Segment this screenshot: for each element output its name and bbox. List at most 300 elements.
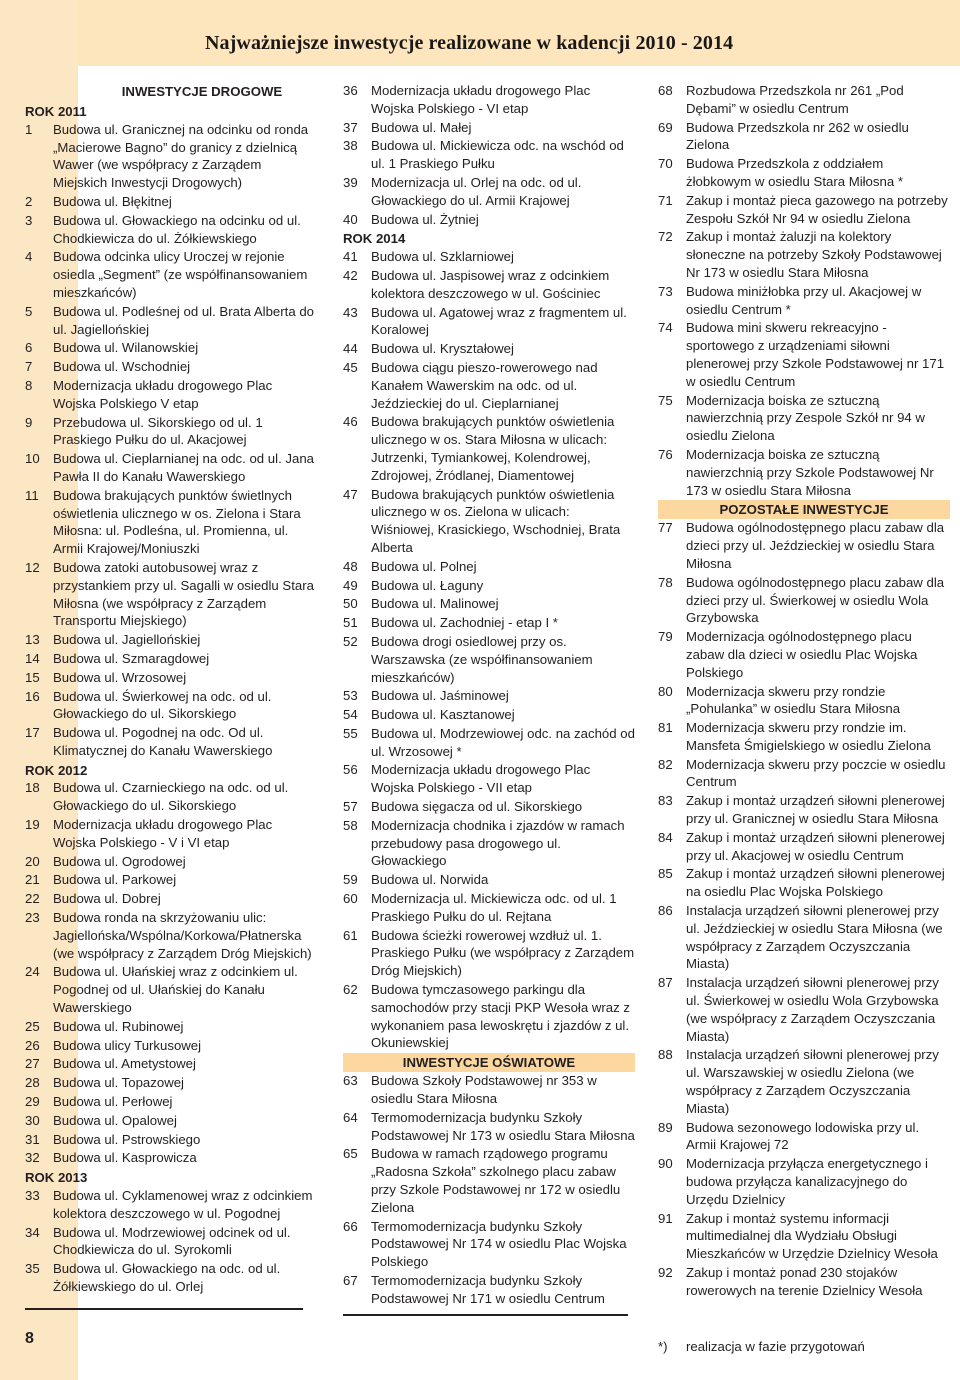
list-item xyxy=(658,1046,950,1117)
item-text: Modernizacja układu drogowego Plac Wojska Polskiego V etap xyxy=(53,377,273,411)
item-text: Budowa ul. Wschodniej xyxy=(53,359,191,375)
item-number: 67 xyxy=(343,1273,358,1288)
list-item xyxy=(25,1037,315,1055)
item-number: 17 xyxy=(25,725,40,741)
footnote xyxy=(658,1338,950,1356)
item-text: Budowa ul. Błękitnej xyxy=(53,193,172,209)
item-text: Budowa ulicy Turkusowej xyxy=(53,1037,202,1053)
item-number: 43 xyxy=(343,304,358,320)
item-number: 16 xyxy=(25,688,40,704)
item-text: Budowa tymczasowego parkingu dla samochodów przy stacji PKP Wesoła wraz z wykonaniem pasa lewoskrętu i zjazdów z ul. Okuniewskiej xyxy=(371,982,630,1051)
item-text: Budowa ul. Malinowej xyxy=(371,596,499,612)
item-text: Budowa ogólnodostępnego placu zabaw dla dzieci przy ul. Jeździeckiej w osiedlu Stara Miłosna xyxy=(686,520,945,571)
list-2011 xyxy=(25,121,315,760)
item-number: 33 xyxy=(25,1188,40,1204)
list-item xyxy=(343,577,635,595)
list-item xyxy=(343,981,635,1052)
list-item xyxy=(25,1074,315,1092)
item-text: Przebudowa ul. Sikorskiego od ul. 1 Praskiego Pułku do ul. Akacjowej xyxy=(53,414,263,448)
list-item xyxy=(658,974,950,1045)
list-item xyxy=(658,228,950,281)
item-number: 90 xyxy=(658,1156,673,1172)
list-item xyxy=(343,706,635,724)
item-number: 47 xyxy=(343,486,358,502)
item-number: 1 xyxy=(25,121,33,137)
item-number: 55 xyxy=(343,725,358,741)
item-text: Modernizacja skweru przy rondzie im. Mansfeta Śmigielskiego w osiedlu Zielona xyxy=(686,720,931,753)
item-text: Zakup i montaż żaluzji na kolektory słoneczne na potrzeby Szkoły Podstawowej Nr 173 w osiedlu Stara Miłosna xyxy=(686,229,942,280)
list-item xyxy=(343,211,635,229)
item-text: Modernizacja skweru przy poczcie w osiedlu Centrum xyxy=(686,756,946,790)
item-text: Budowa ul. Szmaragdowej xyxy=(53,650,210,666)
list-item xyxy=(25,1112,315,1130)
item-text: Zakup i montaż urządzeń siłowni plenerowej na osiedlu Plac Wojska Polskiego xyxy=(686,866,945,900)
item-number: 3 xyxy=(25,212,33,228)
item-number: 70 xyxy=(658,156,673,172)
list-item xyxy=(25,816,315,852)
list-item xyxy=(343,614,635,632)
item-text: Budowa ul. Opalowej xyxy=(53,1112,177,1128)
item-text: Budowa ul. Parkowej xyxy=(53,872,177,888)
item-number: 15 xyxy=(25,669,40,685)
item-number: 19 xyxy=(25,817,40,833)
list-item xyxy=(658,192,950,228)
list-item xyxy=(25,414,315,450)
footnote-mark: *) xyxy=(658,1338,668,1354)
item-number: 71 xyxy=(658,192,673,208)
list-item xyxy=(658,119,950,155)
list-item xyxy=(658,1210,950,1263)
item-number: 68 xyxy=(658,83,673,98)
item-number: 25 xyxy=(25,1018,40,1034)
item-text: Budowa ul. Kryształowej xyxy=(371,341,514,357)
item-number: 74 xyxy=(658,320,673,336)
item-text: Budowa ul. Rubinowej xyxy=(53,1018,184,1034)
item-number: 35 xyxy=(25,1261,40,1277)
item-number: 78 xyxy=(658,574,673,590)
list-item xyxy=(25,212,315,248)
list-item xyxy=(658,283,950,319)
list-item xyxy=(25,1149,315,1167)
list-item xyxy=(25,669,315,687)
item-text: Budowa brakujących punktów oświetlenia ulicznego w os. Stara Miłosna w ulicach: Jutrzenki, Tymiankowej, Kolendrowej, Zdrojowej, Źródlanej, Diamentowej xyxy=(371,414,615,483)
list-item xyxy=(25,1055,315,1073)
item-number: 13 xyxy=(25,632,40,648)
item-number: 81 xyxy=(658,720,673,736)
item-number: 54 xyxy=(343,707,358,723)
item-text: Budowa ul. Jaśminowej xyxy=(371,688,509,704)
item-number: 44 xyxy=(343,341,358,357)
item-number: 83 xyxy=(658,793,673,809)
list-item xyxy=(343,304,635,340)
item-number: 86 xyxy=(658,903,673,919)
item-number: 69 xyxy=(658,119,673,135)
item-text: Budowa ronda na skrzyżowaniu ulic: Jagiellońska/Wspólna/Korkowa/Płatnerska (we współpracy z Zarządem Dróg Miejskich) xyxy=(53,910,312,961)
item-text: Budowa ul. Głowackiego na odc. od ul. Żółkiewskiego do ul. Orlej xyxy=(53,1261,281,1294)
item-text: Modernizacja boiska ze sztuczną nawierzchnią przy Zespole Szkół nr 94 w osiedlu Zielona xyxy=(686,392,925,444)
item-text: Budowa brakujących punktów świetlnych oświetlenia ulicznego w os. Zielona i Stara Miłosna: ul. Podleśna, ul. Promienna, ul. Armii Krajowej/Moniuszki xyxy=(53,487,301,557)
item-text: Zakup i montaż urządzeń siłowni plenerowej przy ul. Akacjowej w osiedlu Centrum xyxy=(686,829,945,863)
list-item xyxy=(25,724,315,760)
list-item xyxy=(25,779,315,815)
page-number: 8 xyxy=(25,1330,34,1347)
list-item xyxy=(658,829,950,865)
list-item xyxy=(25,339,315,357)
item-number: 4 xyxy=(25,249,33,265)
item-number: 23 xyxy=(25,910,40,926)
year-heading: ROK 2011 xyxy=(25,104,87,119)
item-text: Budowa sezonowego lodowiska przy ul. Armii Krajowej 72 xyxy=(686,1119,920,1153)
item-number: 56 xyxy=(343,762,358,778)
item-number: 87 xyxy=(658,975,673,991)
item-text: Modernizacja chodnika i zjazdów w ramach przebudowy pasa drogowego ul. Głowackiego xyxy=(371,817,625,869)
item-number: 64 xyxy=(343,1109,358,1125)
list-item xyxy=(343,798,635,816)
item-number: 49 xyxy=(343,577,358,593)
list-2013 xyxy=(25,1187,315,1296)
list-item xyxy=(25,909,315,962)
item-text: Modernizacja układu drogowego Plac Wojska Polskiego - V i VI etap xyxy=(53,817,273,850)
list-item xyxy=(343,687,635,705)
column-middle xyxy=(343,82,635,1316)
item-text: Zakup i montaż systemu informacji multimedialnej dla Wydziału Obsługi Mieszkańców w Urzędzie Dzielnicy Wesoła xyxy=(686,1210,938,1262)
list-item xyxy=(25,450,315,486)
item-number: 39 xyxy=(343,174,358,190)
item-text: Modernizacja ul. Mickiewicza odc. od ul. 1 Praskiego Pułku do ul. Rejtana xyxy=(371,891,617,924)
item-text: Budowa ul. Żytniej xyxy=(371,211,479,227)
item-number: 63 xyxy=(343,1073,358,1089)
item-number: 18 xyxy=(25,780,40,796)
item-number: 48 xyxy=(343,558,358,574)
item-number: 75 xyxy=(658,392,673,408)
item-number: 59 xyxy=(343,872,358,888)
list-item xyxy=(25,121,315,192)
item-number: 7 xyxy=(25,359,33,375)
list-item xyxy=(343,871,635,889)
list-item xyxy=(25,650,315,668)
item-text: Modernizacja skweru przy rondzie „Pohulanka” w osiedlu Stara Miłosna xyxy=(686,683,901,717)
item-text: Budowa zatoki autobusowej wraz z przystankiem przy ul. Sagalli w osiedlu Stara Miłosna (we współpracy z Zarządem Transportu Miejskiego) xyxy=(53,559,314,629)
list-item xyxy=(343,1272,635,1308)
item-text: Budowa ścieżki rowerowej wzdłuż ul. 1. Praskiego Pułku (we współpracy z Zarządem Dróg Miejskich) xyxy=(371,927,635,979)
item-text: Budowa brakujących punktów oświetlenia ulicznego w os. Zielona w ulicach: Wiśniowej, Krasickiego, Wschodniej, Brata Alberta xyxy=(371,486,621,555)
list-item xyxy=(658,155,950,191)
list-item xyxy=(343,486,635,557)
item-number: 57 xyxy=(343,799,358,815)
list-item xyxy=(658,792,950,828)
list-item xyxy=(25,377,315,413)
item-number: 36 xyxy=(343,83,358,98)
item-text: Budowa ul. Podleśnej od ul. Brata Alberta do ul. Jagiellońskiej xyxy=(53,303,314,337)
item-text: Budowa ul. Kasprowicza xyxy=(53,1150,197,1166)
list-item xyxy=(343,248,635,266)
item-number: 66 xyxy=(343,1218,358,1234)
item-number: 82 xyxy=(658,756,673,772)
list-item xyxy=(25,1260,315,1296)
item-text: Termomodernizacja budynku Szkoły Podstawowej Nr 174 w osiedlu Plac Wojska Polskiego xyxy=(371,1218,627,1270)
item-text: Rozbudowa Przedszkola nr 261 „Pod Dębami” w osiedlu Centrum xyxy=(686,83,904,116)
list-item xyxy=(25,853,315,871)
list-item xyxy=(25,487,315,558)
item-number: 29 xyxy=(25,1094,40,1110)
item-number: 41 xyxy=(343,249,358,265)
item-number: 51 xyxy=(343,615,358,631)
footnote-text: realizacja w fazie przygotowań xyxy=(686,1338,865,1354)
item-number: 46 xyxy=(343,414,358,430)
item-number: 31 xyxy=(25,1131,40,1147)
section-header-road: INWESTYCJE DROGOWE xyxy=(121,84,283,99)
item-text: Zakup i montaż ponad 230 stojaków rowerowych na terenie Dzielnicy Wesoła xyxy=(686,1265,923,1298)
item-number: 27 xyxy=(25,1056,40,1072)
item-text: Budowa ul. Pstrowskiego xyxy=(53,1131,201,1147)
list-item xyxy=(343,1072,635,1108)
item-text: Instalacja urządzeń siłowni plenerowej przy ul. Warszawskiej w osiedlu Zielona (we współpracy z Zarządem Oczyszczania Miasta) xyxy=(686,1047,939,1116)
item-number: 58 xyxy=(343,817,358,833)
list-item xyxy=(25,559,315,630)
item-text: Budowa ul. Pogodnej na odc. Od ul. Klimatycznej do Kanału Wawerskiego xyxy=(53,725,273,758)
item-text: Budowa ul. Topazowej xyxy=(53,1075,184,1091)
section-header-education: INWESTYCJE OŚWIATOWE xyxy=(343,1053,635,1072)
list-item xyxy=(658,683,950,719)
list-item xyxy=(343,633,635,686)
column-end-rule xyxy=(25,1308,303,1310)
list-item xyxy=(343,267,635,303)
column-end-rule xyxy=(343,1314,628,1316)
item-number: 38 xyxy=(343,138,358,154)
list-item xyxy=(343,595,635,613)
list-item xyxy=(343,890,635,926)
item-number: 21 xyxy=(25,872,40,888)
item-number: 61 xyxy=(343,927,358,943)
item-text: Budowa ul. Szklarniowej xyxy=(371,249,514,265)
item-number: 12 xyxy=(25,559,40,575)
list-item xyxy=(343,82,635,118)
item-text: Modernizacja układu drogowego Plac Wojska Polskiego - VII etap xyxy=(371,762,591,796)
item-number: 76 xyxy=(658,446,673,462)
column-right xyxy=(658,82,950,1355)
list-item xyxy=(343,725,635,761)
item-number: 91 xyxy=(658,1210,673,1226)
list-item xyxy=(658,574,950,627)
item-number: 73 xyxy=(658,283,673,299)
item-number: 6 xyxy=(25,340,33,356)
item-number: 2 xyxy=(25,193,33,209)
item-text: Termomodernizacja budynku Szkoły Podstawowej Nr 171 w osiedlu Centrum xyxy=(371,1273,605,1306)
column-road-investments xyxy=(25,82,315,1310)
item-text: Budowa ul. Głowackiego na odcinku od ul. Chodkiewicza do ul. Żółkiewskiego xyxy=(53,212,301,246)
item-number: 88 xyxy=(658,1047,673,1063)
list-item xyxy=(343,558,635,576)
item-text: Budowa Szkoły Podstawowej nr 353 w osiedlu Stara Miłosna xyxy=(371,1073,597,1107)
item-text: Budowa ul. Cieplarnianej na odc. od ul. Jana Pawła II do Kanału Wawerskiego xyxy=(53,451,314,484)
item-text: Budowa ul. Czarnieckiego na odc. od ul. Głowackiego do ul. Sikorskiego xyxy=(53,780,289,814)
list-item xyxy=(343,817,635,870)
item-number: 24 xyxy=(25,964,40,980)
list-item xyxy=(343,413,635,484)
item-number: 45 xyxy=(343,359,358,375)
list-item xyxy=(658,1119,950,1155)
item-text: Budowa ogólnodostępnego placu zabaw dla dzieci przy ul. Świerkowej w osiedlu Wola Grzybowska xyxy=(686,574,945,626)
item-text: Modernizacja ogólnodostępnego placu zabaw dla dzieci w osiedlu Plac Wojska Polskiego xyxy=(686,629,918,680)
list-item xyxy=(343,1218,635,1271)
item-text: Budowa ul. Świerkowej na odc. od ul. Głowackiego do ul. Sikorskiego xyxy=(53,688,272,722)
item-number: 22 xyxy=(25,891,40,907)
item-text: Budowa ul. Małej xyxy=(371,119,472,135)
item-text: Budowa ul. Dobrej xyxy=(53,891,161,907)
list-item xyxy=(658,628,950,681)
item-number: 40 xyxy=(343,211,358,227)
list-2012 xyxy=(25,779,315,1167)
item-number: 42 xyxy=(343,267,358,283)
item-number: 37 xyxy=(343,119,358,135)
list-continued xyxy=(343,82,635,228)
item-number: 14 xyxy=(25,650,40,666)
list-item xyxy=(658,319,950,390)
item-text: Budowa ul. Jagiellońskiej xyxy=(53,632,201,648)
item-number: 60 xyxy=(343,891,358,907)
list-item xyxy=(25,871,315,889)
item-number: 72 xyxy=(658,229,673,245)
list-item xyxy=(25,303,315,339)
list-education-continued xyxy=(658,82,950,499)
item-text: Budowa ul. Ametystowej xyxy=(53,1056,196,1072)
item-text: Instalacja urządzeń siłowni plenerowej przy ul. Jeździeckiej w osiedlu Stara Miłosna (we współpracy z Zarządem Oczyszczania Miasta) xyxy=(686,903,943,972)
item-number: 89 xyxy=(658,1119,673,1135)
item-number: 77 xyxy=(658,520,673,536)
item-text: Budowa ul. Wrzosowej xyxy=(53,669,187,685)
item-text: Budowa ul. Wilanowskiej xyxy=(53,340,199,356)
item-text: Budowa ul. Ułańskiej wraz z odcinkiem ul. Pogodnej od ul. Ułańskiej do Kanału Wawerskiego xyxy=(53,964,298,1016)
list-item xyxy=(343,119,635,137)
item-text: Budowa ul. Jaspisowej wraz z odcinkiem kolektora deszczowego w ul. Gościniec xyxy=(371,267,610,301)
list-item xyxy=(658,865,950,901)
item-number: 5 xyxy=(25,303,33,319)
year-heading: ROK 2013 xyxy=(25,1170,88,1186)
item-number: 53 xyxy=(343,688,358,704)
item-text: Budowa mini skweru rekreacyjno - sportowego z urządzeniami siłowni plenerowej przy Szkole Podstawowej nr 171 w osiedlu Centrum xyxy=(686,320,945,389)
item-text: Budowa ul. Modrzewiowej odcinek od ul. Chodkiewicza do ul. Syrokomli xyxy=(53,1224,291,1258)
item-number: 10 xyxy=(25,451,40,467)
list-item xyxy=(343,1145,635,1216)
list-item xyxy=(658,446,950,499)
item-number: 92 xyxy=(658,1265,673,1280)
item-text: Instalacja urządzeń siłowni plenerowej przy ul. Świerkowej w osiedlu Wola Grzybowska (we współpracy z Zarządem Oczyszczania Miasta) xyxy=(686,975,939,1044)
item-number: 28 xyxy=(25,1075,40,1091)
item-number: 11 xyxy=(25,487,39,503)
list-item xyxy=(658,82,950,118)
item-text: Budowa w ramach rządowego programu „Radosna Szkoła” szkolnego placu zabaw przy Szkole Podstawowej nr 172 w osiedlu Zielona xyxy=(371,1146,621,1215)
item-number: 84 xyxy=(658,829,673,845)
item-text: Zakup i montaż pieca gazowego na potrzeby Zespołu Szkół Nr 94 w osiedlu Zielona xyxy=(686,192,948,226)
item-text: Budowa Przedszkola nr 262 w osiedlu Zielona xyxy=(686,119,909,153)
item-text: Budowa ul. Cyklamenowej wraz z odcinkiem kolektora deszczowego w ul. Pogodnej xyxy=(53,1188,313,1221)
item-number: 8 xyxy=(25,377,33,393)
item-text: Budowa ul. Agatowej wraz z fragmentem ul. Koralowej xyxy=(371,304,627,338)
item-text: Budowa ul. Polnej xyxy=(371,558,477,574)
list-item xyxy=(343,927,635,980)
item-text: Modernizacja przyłącza energetycznego i budowa przyłącza kanalizacyjnego do Urzędu Dzielnicy xyxy=(686,1156,928,1207)
list-item xyxy=(25,358,315,376)
item-text: Budowa ul. Modrzewiowej odc. na zachód od ul. Wrzosowej * xyxy=(371,725,635,759)
list-item xyxy=(658,392,950,445)
item-text: Budowa ul. Kasztanowej xyxy=(371,707,515,723)
item-text: Modernizacja boiska ze sztuczną nawierzchnią przy Szkole Podstawowej Nr 173 w osiedlu Stara Miłosna xyxy=(686,446,934,498)
item-text: Budowa ul. Perłowej xyxy=(53,1094,173,1110)
item-text: Zakup i montaż urządzeń siłowni plenerowej przy ul. Granicznej w osiedlu Stara Miłosna xyxy=(686,793,945,827)
list-item xyxy=(658,719,950,755)
list-item xyxy=(25,248,315,301)
list-item xyxy=(658,1155,950,1208)
list-item xyxy=(658,1264,950,1300)
item-number: 30 xyxy=(25,1112,40,1128)
item-text: Budowa ul. Łaguny xyxy=(371,577,484,593)
item-number: 20 xyxy=(25,853,40,869)
list-item xyxy=(25,1018,315,1036)
list-item xyxy=(25,688,315,724)
list-2014 xyxy=(343,248,635,1052)
item-text: Budowa drogi osiedlowej przy os. Warszawska (ze współfinansowaniem mieszkańców) xyxy=(371,633,593,685)
page-title: Najważniejsze inwestycje realizowane w kadencji 2010 - 2014 xyxy=(205,32,734,54)
list-item xyxy=(25,631,315,649)
list-item xyxy=(25,1187,315,1223)
list-item xyxy=(343,761,635,797)
item-number: 85 xyxy=(658,866,673,882)
list-item xyxy=(25,963,315,1016)
year-heading: ROK 2012 xyxy=(25,762,88,778)
item-text: Budowa miniżłobka przy ul. Akacjowej w osiedlu Centrum * xyxy=(686,283,922,317)
list-other xyxy=(658,519,950,1299)
list-item xyxy=(25,1224,315,1260)
item-text: Termomodernizacja budynku Szkoły Podstawowej Nr 173 w osiedlu Stara Miłosna xyxy=(371,1109,635,1143)
item-number: 32 xyxy=(25,1150,40,1166)
item-text: Budowa ul. Granicznej na odcinku od ronda „Macierowe Bagno” do granicy z dzielnicą Wawer (we współpracy z Zarządem Miejskich Inwestycji Drogowych) xyxy=(53,121,309,191)
item-text: Modernizacja układu drogowego Plac Wojska Polskiego - VI etap xyxy=(371,83,591,116)
item-text: Budowa ul. Zachodniej - etap I * xyxy=(371,615,558,631)
list-item xyxy=(658,756,950,792)
item-number: 34 xyxy=(25,1224,40,1240)
item-text: Budowa sięgacza od ul. Sikorskiego xyxy=(371,799,583,815)
list-item xyxy=(343,359,635,412)
item-number: 52 xyxy=(343,633,358,649)
year-heading: ROK 2014 xyxy=(343,231,406,247)
list-item xyxy=(343,340,635,358)
item-number: 65 xyxy=(343,1146,358,1162)
list-item xyxy=(658,902,950,973)
item-text: Budowa ul. Norwida xyxy=(371,872,489,888)
item-number: 80 xyxy=(658,683,673,699)
list-item xyxy=(343,174,635,210)
item-number: 62 xyxy=(343,982,358,998)
list-education xyxy=(343,1072,635,1307)
list-item xyxy=(343,1109,635,1145)
list-item xyxy=(25,193,315,211)
item-text: Budowa odcinka ulicy Uroczej w rejonie osiedla „Segment” (ze współfinansowaniem mieszkańców) xyxy=(53,249,308,300)
list-item xyxy=(658,519,950,572)
section-header-other: POZOSTAŁE INWESTYCJE xyxy=(658,500,950,519)
list-item xyxy=(25,1131,315,1149)
item-text: Budowa ciągu pieszo-rowerowego nad Kanałem Wawerskim na odc. od ul. Jeździeckiej do ul. Cieplarnianej xyxy=(371,359,598,411)
list-item xyxy=(25,890,315,908)
item-text: Budowa Przedszkola z oddziałem żłobkowym w osiedlu Stara Miłosna * xyxy=(686,156,903,189)
item-text: Modernizacja ul. Orlej na odc. od ul. Głowackiego do ul. Armii Krajowej xyxy=(371,174,582,208)
item-number: 50 xyxy=(343,596,358,612)
item-number: 9 xyxy=(25,414,33,430)
item-number: 79 xyxy=(658,629,673,645)
item-text: Budowa ul. Mickiewicza odc. na wschód od ul. 1 Praskiego Pułku xyxy=(371,138,624,172)
item-text: Budowa ul. Ogrodowej xyxy=(53,853,186,869)
item-number: 26 xyxy=(25,1037,40,1053)
list-item xyxy=(25,1093,315,1111)
